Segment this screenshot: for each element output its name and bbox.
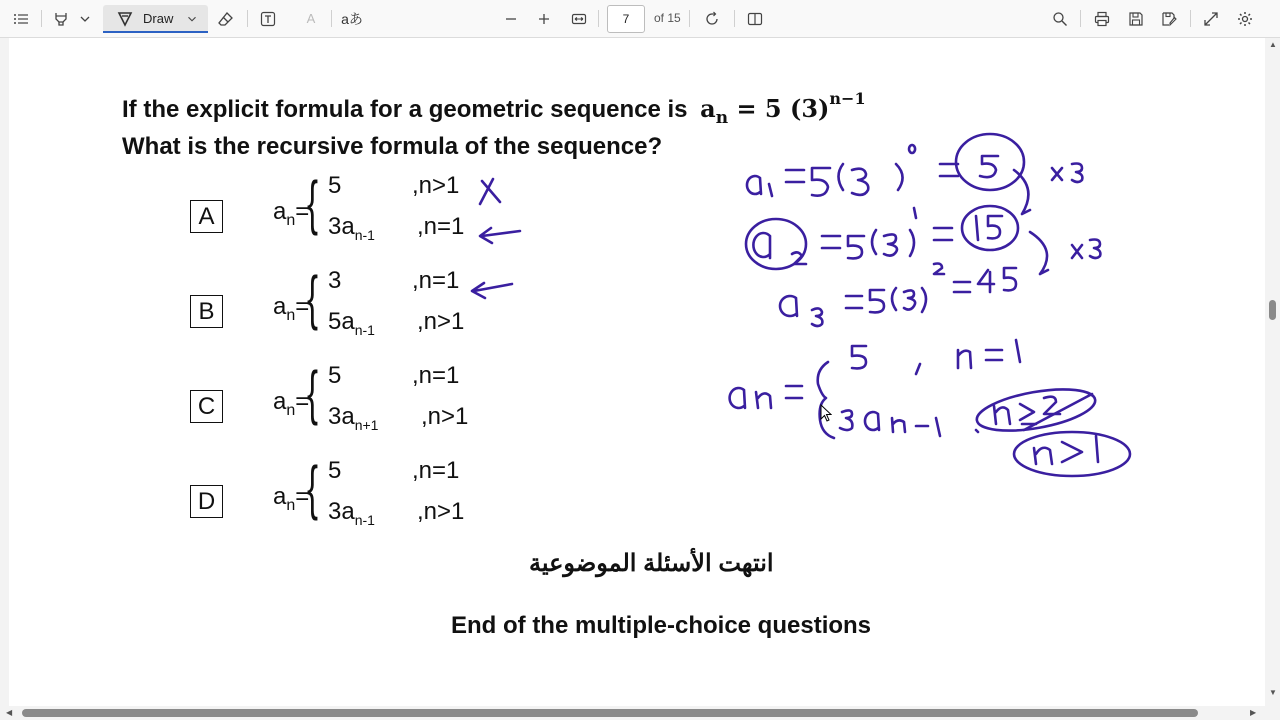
top-value: 3 xyxy=(328,267,342,294)
ink-x3-2 xyxy=(1072,240,1100,259)
formula-exponent: n−1 xyxy=(829,89,866,108)
ink-a1 xyxy=(747,145,958,196)
page-count: of 15 xyxy=(654,11,681,25)
ending-arabic: انتهت الأسئلة الموضوعية xyxy=(529,550,774,577)
option-brace: { xyxy=(307,454,319,521)
horizontal-scroll-thumb[interactable] xyxy=(22,709,1198,717)
option-brace: { xyxy=(307,264,319,331)
lhs-sub: n xyxy=(286,306,296,324)
ink-brace xyxy=(818,362,834,438)
bottom-condition: ,n=1 xyxy=(417,213,465,240)
bottom-sub: n-1 xyxy=(354,321,375,338)
top-condition: ,n=1 xyxy=(412,267,460,294)
ending-english: End of the multiple-choice questions xyxy=(451,612,872,639)
question-line-2: What is the recursive formula of the sequence? xyxy=(122,133,663,160)
option-brace: { xyxy=(307,169,319,236)
lhs-eq: = xyxy=(295,293,310,320)
ink-circle-15 xyxy=(962,206,1018,250)
scroll-down-icon[interactable]: ▼ xyxy=(1269,688,1277,697)
ink-arrow-a xyxy=(480,228,520,243)
bottom-sub: n+1 xyxy=(354,416,379,433)
ink-circle-nge2 xyxy=(974,382,1098,438)
ink-arc-1 xyxy=(1014,170,1030,214)
ink-arrow-b xyxy=(472,283,512,298)
top-condition: ,n>1 xyxy=(412,172,460,199)
top-value: 5 xyxy=(328,172,342,199)
bottom-coef: 3a xyxy=(328,403,355,430)
ink-circle-5 xyxy=(956,134,1024,190)
top-condition: ,n=1 xyxy=(412,362,460,389)
lhs-sub: n xyxy=(286,211,296,229)
ink-x3-1 xyxy=(1052,164,1082,183)
ink-circle-ngt1 xyxy=(1014,432,1130,476)
top-value: 5 xyxy=(328,362,342,389)
lhs-a: a xyxy=(273,293,287,320)
bottom-coef: 3a xyxy=(328,213,355,240)
scroll-up-icon[interactable]: ▲ xyxy=(1269,40,1277,49)
ink-a3 xyxy=(780,264,1016,327)
ink-an-line xyxy=(730,386,802,408)
option-box-a[interactable]: A xyxy=(190,200,223,233)
read-aloud-icon[interactable]: aあ xyxy=(341,10,363,27)
formula-a: a xyxy=(700,94,716,123)
ink-arc-2 xyxy=(1030,232,1048,274)
bottom-coef: 5a xyxy=(328,308,355,335)
lhs-eq: = xyxy=(295,198,310,225)
bottom-sub: n-1 xyxy=(354,226,375,243)
lhs-eq: = xyxy=(295,483,310,510)
bottom-condition: ,n>1 xyxy=(421,403,469,430)
scroll-right-icon[interactable]: ▶ xyxy=(1250,708,1257,717)
lhs-a: a xyxy=(273,198,287,225)
ink-x-mark xyxy=(480,179,500,204)
bottom-sub: n-1 xyxy=(354,511,375,528)
question-prefix: If the explicit formula for a geometric sequence is xyxy=(122,96,688,123)
mouse-cursor-icon xyxy=(820,404,832,422)
lhs-a: a xyxy=(273,483,287,510)
bottom-condition: ,n>1 xyxy=(417,308,465,335)
option-brace: { xyxy=(307,359,319,426)
option-box-c[interactable]: C xyxy=(190,390,223,423)
formula-rest: = 5 (3) xyxy=(728,94,830,123)
top-condition: ,n=1 xyxy=(412,457,460,484)
page-number-input[interactable]: 7 xyxy=(607,5,645,33)
formula-sub: n xyxy=(715,107,729,128)
lhs-eq: = xyxy=(295,388,310,415)
lhs-sub: n xyxy=(286,401,296,419)
lhs-a: a xyxy=(273,388,287,415)
option-box-b[interactable]: B xyxy=(190,295,223,328)
vertical-scrollbar[interactable] xyxy=(1266,38,1280,706)
lhs-sub: n xyxy=(286,496,296,514)
text-settings-icon: A xyxy=(306,11,316,26)
option-box-d[interactable]: D xyxy=(190,485,223,518)
scroll-left-icon[interactable]: ◀ xyxy=(6,708,13,717)
bottom-coef: 3a xyxy=(328,498,355,525)
vertical-scroll-thumb[interactable] xyxy=(1269,300,1276,320)
top-value: 5 xyxy=(328,457,342,484)
bottom-condition: ,n>1 xyxy=(417,498,465,525)
draw-label: Draw xyxy=(143,11,174,26)
